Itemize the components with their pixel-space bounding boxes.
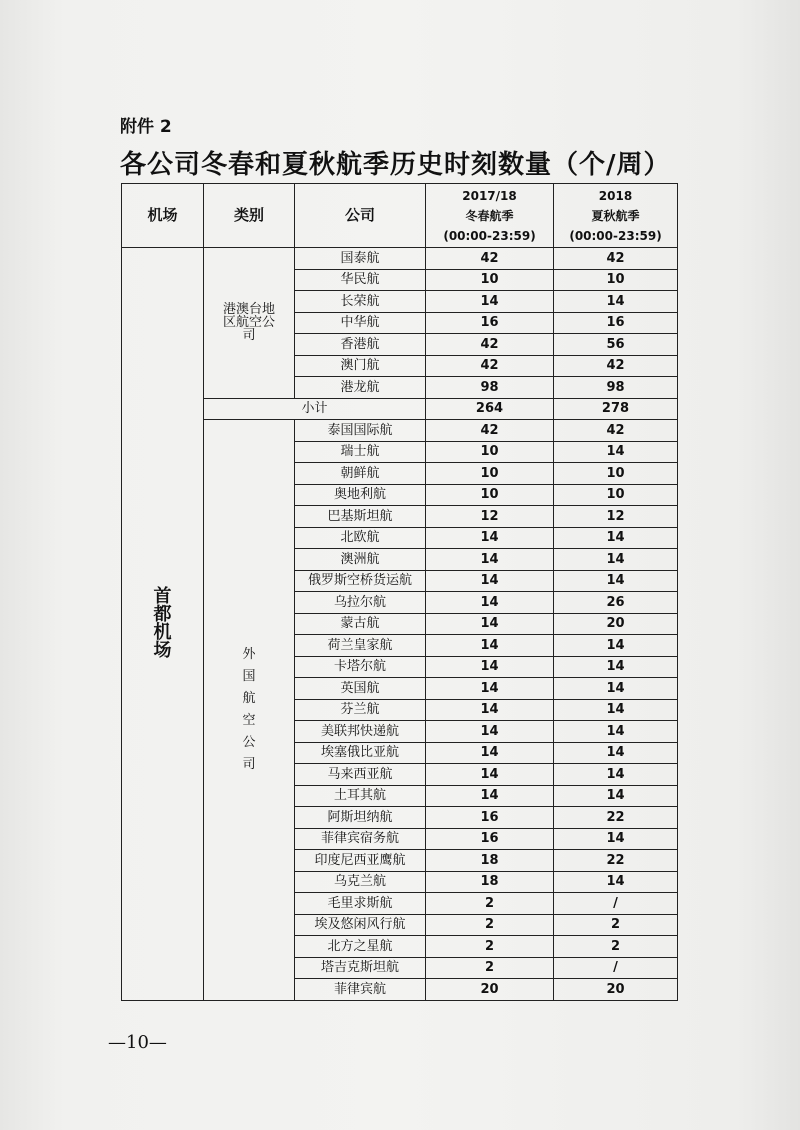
subtotal-winter: 264 bbox=[426, 398, 554, 420]
company-cell: 蒙古航 bbox=[295, 613, 426, 635]
summer-count-cell: 14 bbox=[554, 291, 678, 313]
summer-count-cell: 42 bbox=[554, 420, 678, 442]
header-category: 类别 bbox=[204, 184, 295, 248]
header-summer-time: (00:00-23:59) bbox=[569, 228, 662, 243]
summer-count-cell: 14 bbox=[554, 721, 678, 743]
header-summer-year: 2018 bbox=[598, 188, 633, 203]
winter-count-cell: 14 bbox=[426, 764, 554, 786]
summer-count-cell: 14 bbox=[554, 828, 678, 850]
summer-count-cell: 14 bbox=[554, 785, 678, 807]
header-summer-season bbox=[554, 184, 678, 248]
winter-count-cell: 14 bbox=[426, 613, 554, 635]
summer-count-cell: 20 bbox=[554, 613, 678, 635]
summer-count-cell: 14 bbox=[554, 527, 678, 549]
table-row bbox=[122, 248, 678, 270]
winter-count-cell: 14 bbox=[426, 699, 554, 721]
winter-count-cell: 14 bbox=[426, 592, 554, 614]
company-cell: 奥地利航 bbox=[295, 484, 426, 506]
summer-count-cell: 14 bbox=[554, 570, 678, 592]
winter-count-cell: 14 bbox=[426, 742, 554, 764]
winter-count-cell: 18 bbox=[426, 871, 554, 893]
category-hmt-cell-text: 港澳台地区航空公司 bbox=[222, 302, 275, 344]
winter-count-cell: 16 bbox=[426, 828, 554, 850]
airport-cell-text: 首都机场 bbox=[153, 585, 172, 661]
company-cell: 埃塞俄比亚航 bbox=[295, 742, 426, 764]
company-cell: 朝鲜航 bbox=[295, 463, 426, 485]
table-row bbox=[122, 420, 678, 442]
summer-count-cell: 22 bbox=[554, 850, 678, 872]
summer-count-cell: 14 bbox=[554, 549, 678, 571]
summer-count-cell: 26 bbox=[554, 592, 678, 614]
summer-count-cell: 2 bbox=[554, 936, 678, 958]
winter-count-cell: 14 bbox=[426, 635, 554, 657]
company-cell: 乌克兰航 bbox=[295, 871, 426, 893]
attachment-label: 附件 2 bbox=[120, 117, 172, 137]
summer-count-cell: 10 bbox=[554, 484, 678, 506]
summer-count-cell: 14 bbox=[554, 871, 678, 893]
company-cell: 北欧航 bbox=[295, 527, 426, 549]
summer-count-cell: 10 bbox=[554, 463, 678, 485]
table-header-row bbox=[122, 184, 678, 248]
category-foreign-cell-text: 外国航空公司 bbox=[242, 646, 256, 772]
winter-count-cell: 14 bbox=[426, 291, 554, 313]
winter-count-cell: 18 bbox=[426, 850, 554, 872]
company-cell: 瑞士航 bbox=[295, 441, 426, 463]
header-airport: 机场 bbox=[122, 184, 204, 248]
company-cell: 澳门航 bbox=[295, 355, 426, 377]
winter-count-cell: 2 bbox=[426, 957, 554, 979]
airport-cell bbox=[122, 248, 204, 1001]
company-cell: 埃及悠闲风行航 bbox=[295, 914, 426, 936]
company-cell: 泰国国际航 bbox=[295, 420, 426, 442]
winter-count-cell: 14 bbox=[426, 721, 554, 743]
winter-count-cell: 42 bbox=[426, 334, 554, 356]
company-cell: 菲律宾航 bbox=[295, 979, 426, 1001]
document-title: 各公司冬春和夏秋航季历史时刻数量（个/周） bbox=[120, 150, 671, 180]
winter-count-cell: 12 bbox=[426, 506, 554, 528]
winter-count-cell: 10 bbox=[426, 484, 554, 506]
company-cell: 卡塔尔航 bbox=[295, 656, 426, 678]
winter-count-cell: 14 bbox=[426, 785, 554, 807]
company-cell: 土耳其航 bbox=[295, 785, 426, 807]
summer-count-cell: 14 bbox=[554, 699, 678, 721]
subtotal-label: 小计 bbox=[204, 398, 426, 420]
header-winter-label: 冬春航季 bbox=[465, 208, 514, 223]
page-number: —10— bbox=[108, 1032, 167, 1053]
company-cell: 澳洲航 bbox=[295, 549, 426, 571]
summer-count-cell: 14 bbox=[554, 678, 678, 700]
winter-count-cell: 14 bbox=[426, 570, 554, 592]
winter-count-cell: 42 bbox=[426, 355, 554, 377]
company-cell: 马来西亚航 bbox=[295, 764, 426, 786]
winter-count-cell: 16 bbox=[426, 312, 554, 334]
winter-count-cell: 20 bbox=[426, 979, 554, 1001]
company-cell: 荷兰皇家航 bbox=[295, 635, 426, 657]
header-winter-season bbox=[426, 184, 554, 248]
winter-count-cell: 42 bbox=[426, 420, 554, 442]
header-company: 公司 bbox=[295, 184, 426, 248]
summer-count-cell: 14 bbox=[554, 635, 678, 657]
summer-count-cell: 42 bbox=[554, 355, 678, 377]
winter-count-cell: 2 bbox=[426, 914, 554, 936]
summer-count-cell: 42 bbox=[554, 248, 678, 270]
winter-count-cell: 2 bbox=[426, 893, 554, 915]
summer-count-cell: 14 bbox=[554, 656, 678, 678]
winter-count-cell: 98 bbox=[426, 377, 554, 399]
company-cell: 阿斯坦纳航 bbox=[295, 807, 426, 829]
company-cell: 中华航 bbox=[295, 312, 426, 334]
category-hmt-cell bbox=[204, 248, 295, 399]
subtotal-row bbox=[122, 398, 678, 420]
summer-count-cell: 98 bbox=[554, 377, 678, 399]
summer-count-cell: / bbox=[554, 957, 678, 979]
summer-count-cell: 14 bbox=[554, 742, 678, 764]
company-cell: 华民航 bbox=[295, 269, 426, 291]
summer-count-cell: 2 bbox=[554, 914, 678, 936]
company-cell: 芬兰航 bbox=[295, 699, 426, 721]
winter-count-cell: 14 bbox=[426, 549, 554, 571]
winter-count-cell: 14 bbox=[426, 656, 554, 678]
company-cell: 印度尼西亚鹰航 bbox=[295, 850, 426, 872]
company-cell: 美联邦快递航 bbox=[295, 721, 426, 743]
company-cell: 长荣航 bbox=[295, 291, 426, 313]
summer-count-cell: 12 bbox=[554, 506, 678, 528]
company-cell: 北方之星航 bbox=[295, 936, 426, 958]
winter-count-cell: 10 bbox=[426, 269, 554, 291]
company-cell: 港龙航 bbox=[295, 377, 426, 399]
company-cell: 俄罗斯空桥货运航 bbox=[295, 570, 426, 592]
winter-count-cell: 16 bbox=[426, 807, 554, 829]
header-winter-year: 2017/18 bbox=[462, 188, 517, 203]
company-cell: 菲律宾宿务航 bbox=[295, 828, 426, 850]
summer-count-cell: 10 bbox=[554, 269, 678, 291]
summer-count-cell: 22 bbox=[554, 807, 678, 829]
header-winter-time: (00:00-23:59) bbox=[443, 228, 536, 243]
winter-count-cell: 14 bbox=[426, 527, 554, 549]
winter-count-cell: 42 bbox=[426, 248, 554, 270]
summer-count-cell: 56 bbox=[554, 334, 678, 356]
winter-count-cell: 14 bbox=[426, 678, 554, 700]
winter-count-cell: 10 bbox=[426, 441, 554, 463]
company-cell: 香港航 bbox=[295, 334, 426, 356]
company-cell: 国泰航 bbox=[295, 248, 426, 270]
company-cell: 巴基斯坦航 bbox=[295, 506, 426, 528]
schedule-table bbox=[121, 183, 678, 1001]
company-cell: 英国航 bbox=[295, 678, 426, 700]
summer-count-cell: / bbox=[554, 893, 678, 915]
header-summer-label: 夏秋航季 bbox=[591, 208, 640, 223]
summer-count-cell: 14 bbox=[554, 441, 678, 463]
subtotal-summer: 278 bbox=[554, 398, 678, 420]
company-cell: 塔吉克斯坦航 bbox=[295, 957, 426, 979]
summer-count-cell: 16 bbox=[554, 312, 678, 334]
winter-count-cell: 10 bbox=[426, 463, 554, 485]
winter-count-cell: 2 bbox=[426, 936, 554, 958]
category-foreign-cell bbox=[204, 420, 295, 1001]
summer-count-cell: 14 bbox=[554, 764, 678, 786]
summer-count-cell: 20 bbox=[554, 979, 678, 1001]
company-cell: 乌拉尔航 bbox=[295, 592, 426, 614]
company-cell: 毛里求斯航 bbox=[295, 893, 426, 915]
